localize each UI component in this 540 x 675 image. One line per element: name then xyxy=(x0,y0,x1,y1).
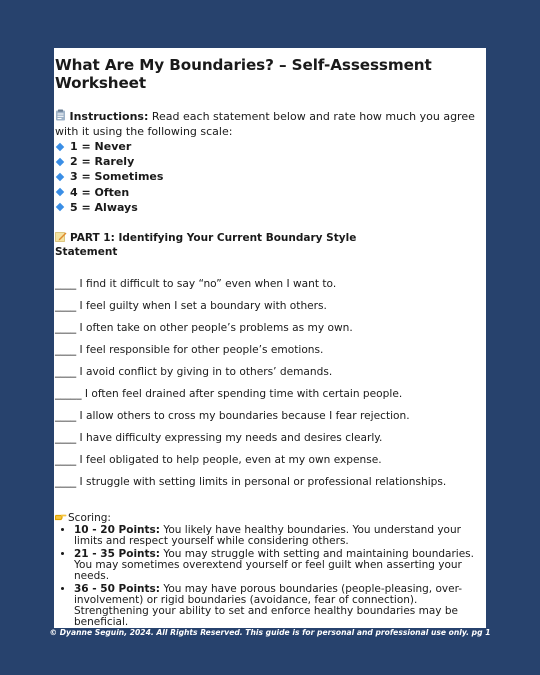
statement-item: ____ I have difficulty expressing my needs and desires clearly. xyxy=(55,432,383,445)
scale-item: 1 = Never xyxy=(55,139,486,154)
statement-list xyxy=(55,277,486,497)
pointing-hand-icon xyxy=(55,511,67,524)
diamond-icon xyxy=(56,188,64,196)
statement-item: ____ I find it difficult to say “no” even when I want to. xyxy=(55,278,337,291)
statement-column-header: Statement xyxy=(55,246,118,259)
pencil-memo-icon xyxy=(55,231,67,241)
statement-item: ____ I feel guilty when I set a boundary with others. xyxy=(55,300,327,313)
statement-item: ____ I feel obligated to help people, even at my own expense. xyxy=(55,454,382,467)
scoring-item: • 21 - 35 Points: You may struggle with setting and maintaining boundaries. You may sometimes overextend yourself or feel guilt when asserting your needs. xyxy=(74,549,486,583)
statement-item: ____ I allow others to cross my boundaries because I fear rejection. xyxy=(55,410,410,423)
scoring-item: • 36 - 50 Points: You may have porous boundaries (people-pleasing, over-involvement) or rigid boundaries (avoidance, fear of connection). Strengthening your ability to set and enforce healthy boundaries may be beneficial. xyxy=(74,584,486,629)
scoring-list xyxy=(55,525,486,628)
diamond-icon xyxy=(56,203,64,211)
rating-scale xyxy=(55,139,486,215)
statement-item: ____ I often take on other people’s problems as my own. xyxy=(55,322,353,335)
statement-item: ____ I feel responsible for other people’s emotions. xyxy=(55,344,324,357)
statement-item: ____ I avoid conflict by giving in to others’ demands. xyxy=(55,366,333,379)
scoring-section xyxy=(55,511,486,628)
instructions-label: Instructions: xyxy=(69,110,149,123)
page-title: What Are My Boundaries? – Self-Assessment Worksheet xyxy=(55,56,432,92)
worksheet-page xyxy=(54,48,486,628)
scale-item: 5 = Always xyxy=(55,200,486,215)
part-1-heading: PART 1: Identifying Your Current Boundary Style xyxy=(55,231,486,245)
instructions-text: Read each statement below and rate how much you agree with it using the following scale: xyxy=(55,110,475,138)
diamond-icon xyxy=(56,142,64,150)
scoring-heading: Scoring: xyxy=(55,511,486,524)
copyright-footer: © Dyanne Seguin, 2024. All Rights Reserved. This guide is for personal and professional use only. pg 1 xyxy=(49,628,491,637)
statement-item: _____ I often feel drained after spending time with certain people. xyxy=(55,388,403,401)
scale-item: 4 = Often xyxy=(55,185,486,200)
instructions xyxy=(55,109,486,139)
clipboard-icon xyxy=(55,110,70,123)
diamond-icon xyxy=(56,158,64,166)
statement-item: ____ I struggle with setting limits in personal or professional relationships. xyxy=(55,476,447,489)
scale-item: 3 = Sometimes xyxy=(55,169,486,184)
diamond-icon xyxy=(56,173,64,181)
scale-item: 2 = Rarely xyxy=(55,154,486,169)
scoring-item: • 10 - 20 Points: You likely have healthy boundaries. You understand your limits and respect yourself while considering others. xyxy=(74,525,486,548)
